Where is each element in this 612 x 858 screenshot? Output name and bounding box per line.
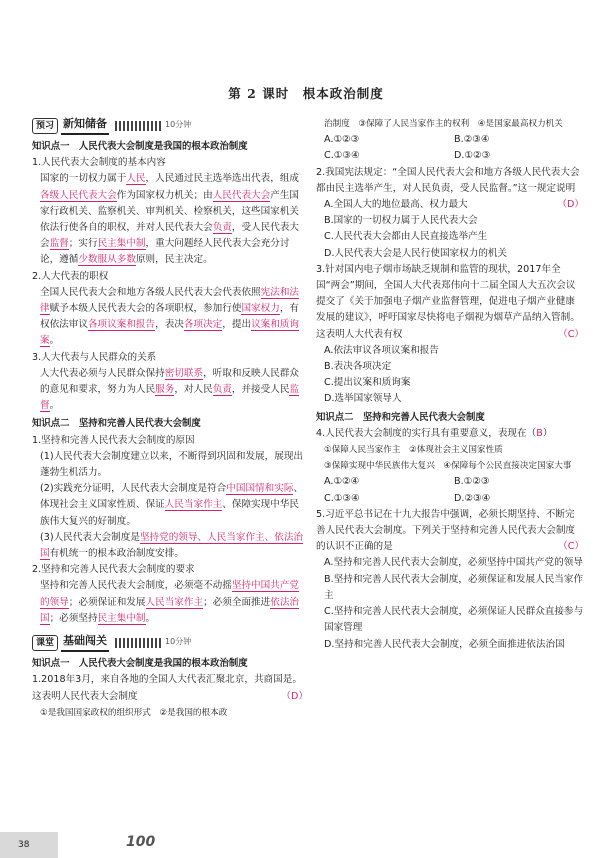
section-banner-practice — [32, 633, 308, 652]
knowledge-point-1: 知识点一 人民代表大会制度是我国的根本政治制度 — [32, 141, 248, 152]
section-banner-preview — [32, 116, 308, 135]
item-2-2-text: 坚持和完善人民代表大会制度，必须毫不动摇坚持中国共产党的领导；必须保证和发展人民当家作主；必须全面推进依法治国；必须坚持民主集中制。 — [40, 580, 300, 624]
page-footer — [0, 832, 612, 858]
right-column — [316, 116, 584, 653]
banner-tag: 预习 — [32, 118, 58, 134]
banner-tag: 课堂 — [32, 635, 58, 651]
question-4-options: ①保障人民当家作主 ②体现社会主义国家性质 ③保障实现中华民族伟大复兴 ④保障每个公民直接决定国家大事 — [324, 445, 572, 472]
answer-q3: C — [567, 328, 575, 340]
item-1-2: 2.人大代表的职权 — [32, 270, 109, 282]
answer-q1: D — [291, 690, 299, 702]
item-2-2: 2.坚持和完善人民代表大会制度的要求 — [32, 564, 195, 576]
question-3: 3.针对国内电子烟市场缺乏规制和监管的现状，2017年全国“两会”期间，全国人大代表郑伟向十二届全国人大五次会议提交了《关于加强电子烟产业监督管理，促进电子烟产业健康发展的建议》，呼吁国家尽快将电子烟视为烟草产品纳入管制。这表明人大代表有权 （C） — [316, 263, 584, 340]
decorative-bars — [115, 638, 161, 648]
banner-heading: 新知储备 — [61, 116, 109, 134]
answer-q5: C — [567, 541, 575, 553]
question-3-options: A.依法审议各项议案和报告 B.表决各项决定 C.提出议案和质询案 D.选举国家领导人 — [324, 344, 439, 405]
banner-time: 10分钟 — [165, 637, 192, 647]
item-1-3-text: 人大代表必须与人民群众保持密切联系，听取和反映人民群众的意见和要求，努力为人民服务，对人民负责，并接受人民监督。 — [40, 367, 300, 412]
answer-q2: D — [567, 199, 575, 211]
question-5-options: A.坚持和完善人民代表大会制度，必须坚持中国共产党的领导 B.坚持和完善人民代表大会制度，必须保证和发展人民当家作主 C.坚持和完善人民代表大会制度，必须保证人民群众直接参与国家管理 D.坚持和完善人民代表大会制度，必须全面推进依法治国 — [324, 557, 584, 650]
knowledge-point-2: 知识点二 坚持和完善人民代表大会制度 — [32, 418, 201, 430]
item-1-2-text: 全国人民代表大会和地方各级人民代表大会代表依照宪法和法律赋予本级人民代表大会的各项职权，参加行使国家权力，有权依法审议各项议案和报告，表决各项决定，提出议案和质询案。 — [40, 286, 300, 347]
item-2-1-text: (1)人民代表大会制度建立以来，不断得到巩固和发展，展现出蓬勃生机活力。 (2)实践充分证明，人民代表大会制度是符合中国国情和实际、体现社会主义国家性质、保证人民当家作主、保障实现中华民族伟大复兴的好制度。 (3)人民代表大会制度是坚持党的领导、人民当家作主、依法治国有机统一的根本政治制度安排。 — [40, 450, 304, 560]
decorative-bars — [115, 121, 161, 131]
question-1-options: ①是我国国家政权的组织形式 ②是我国的根本政 — [40, 707, 228, 718]
item-1-3: 3.人大代表与人民群众的关系 — [32, 351, 157, 363]
item-1-1-text: 国家的一切权力属于人民，人民通过民主选举选出代表，组成各级人民代表大会作为国家权力机关；由人民代表大会产生国家行政机关、监察机关、审判机关、检察机关，这些国家机关依法行使各自的职权，并对人民代表大会负责，受人民代表大会监督；实行民主集中制，重大问题经人民代表大会充分讨论，遵循少数服从多数原则，民主决定。 — [40, 173, 300, 266]
banner-time: 10分钟 — [165, 120, 192, 130]
question-4-choices: A.①②④ B.①②③ — [324, 476, 490, 488]
knowledge-point-3: 知识点一 人民代表大会制度是我国的根本政治制度 — [32, 658, 248, 670]
left-column — [32, 116, 308, 721]
question-4-choices-2: C.①③④ D.②③④ — [324, 492, 491, 504]
question-1-choices-ab: A.①②③ B.②③④ — [324, 134, 490, 146]
question-2: 2.我国宪法规定：“全国人民代表大会和地方各级人民代表大会都由民主选举产生，对人民负责，受人民监督。”这一规定说明 （D） — [316, 166, 584, 211]
item-2-1: 1.坚持和完善人民代表大会制度的原因 — [32, 434, 195, 446]
page-number: 38 — [0, 832, 58, 858]
question-1-options-cont: 治制度 ③保障了人民当家作主的权利 ④是国家最高权力机关 — [324, 119, 563, 129]
item-1-1: 1.人民代表大会制度的基本内容 — [32, 157, 166, 169]
answer-q4: B — [536, 427, 543, 439]
question-4: 4.人民代表大会制度的实行具有重要意义，表现在（B） — [316, 427, 553, 439]
question-1-choices-cd: C.①③④ D.①②③ — [324, 150, 491, 162]
question-1: 1.2018年3月，来自各地的全国人大代表汇聚北京，共商国是。这表明人民代表大会制度 （D） — [32, 674, 308, 702]
question-5: 5.习近平总书记在十九大报告中强调，必须长期坚持、不断完善人民代表大会制度。下列关于坚持和完善人民代表大会制度的认识不正确的是 （C） — [316, 508, 584, 553]
brand-logo: 100 — [126, 834, 156, 850]
page-title: 第 2 课时 根本政治制度 — [228, 86, 384, 101]
banner-heading: 基础闯关 — [61, 633, 109, 651]
knowledge-point-4: 知识点二 坚持和完善人民代表大会制度 — [316, 411, 485, 423]
question-2-options: A.全国人大的地位最高、权力最大 B.国家的一切权力属于人民代表大会 C.人民代表大会都由人民直接选举产生 D.人民代表大会是人民行使国家权力的机关 — [324, 199, 508, 259]
